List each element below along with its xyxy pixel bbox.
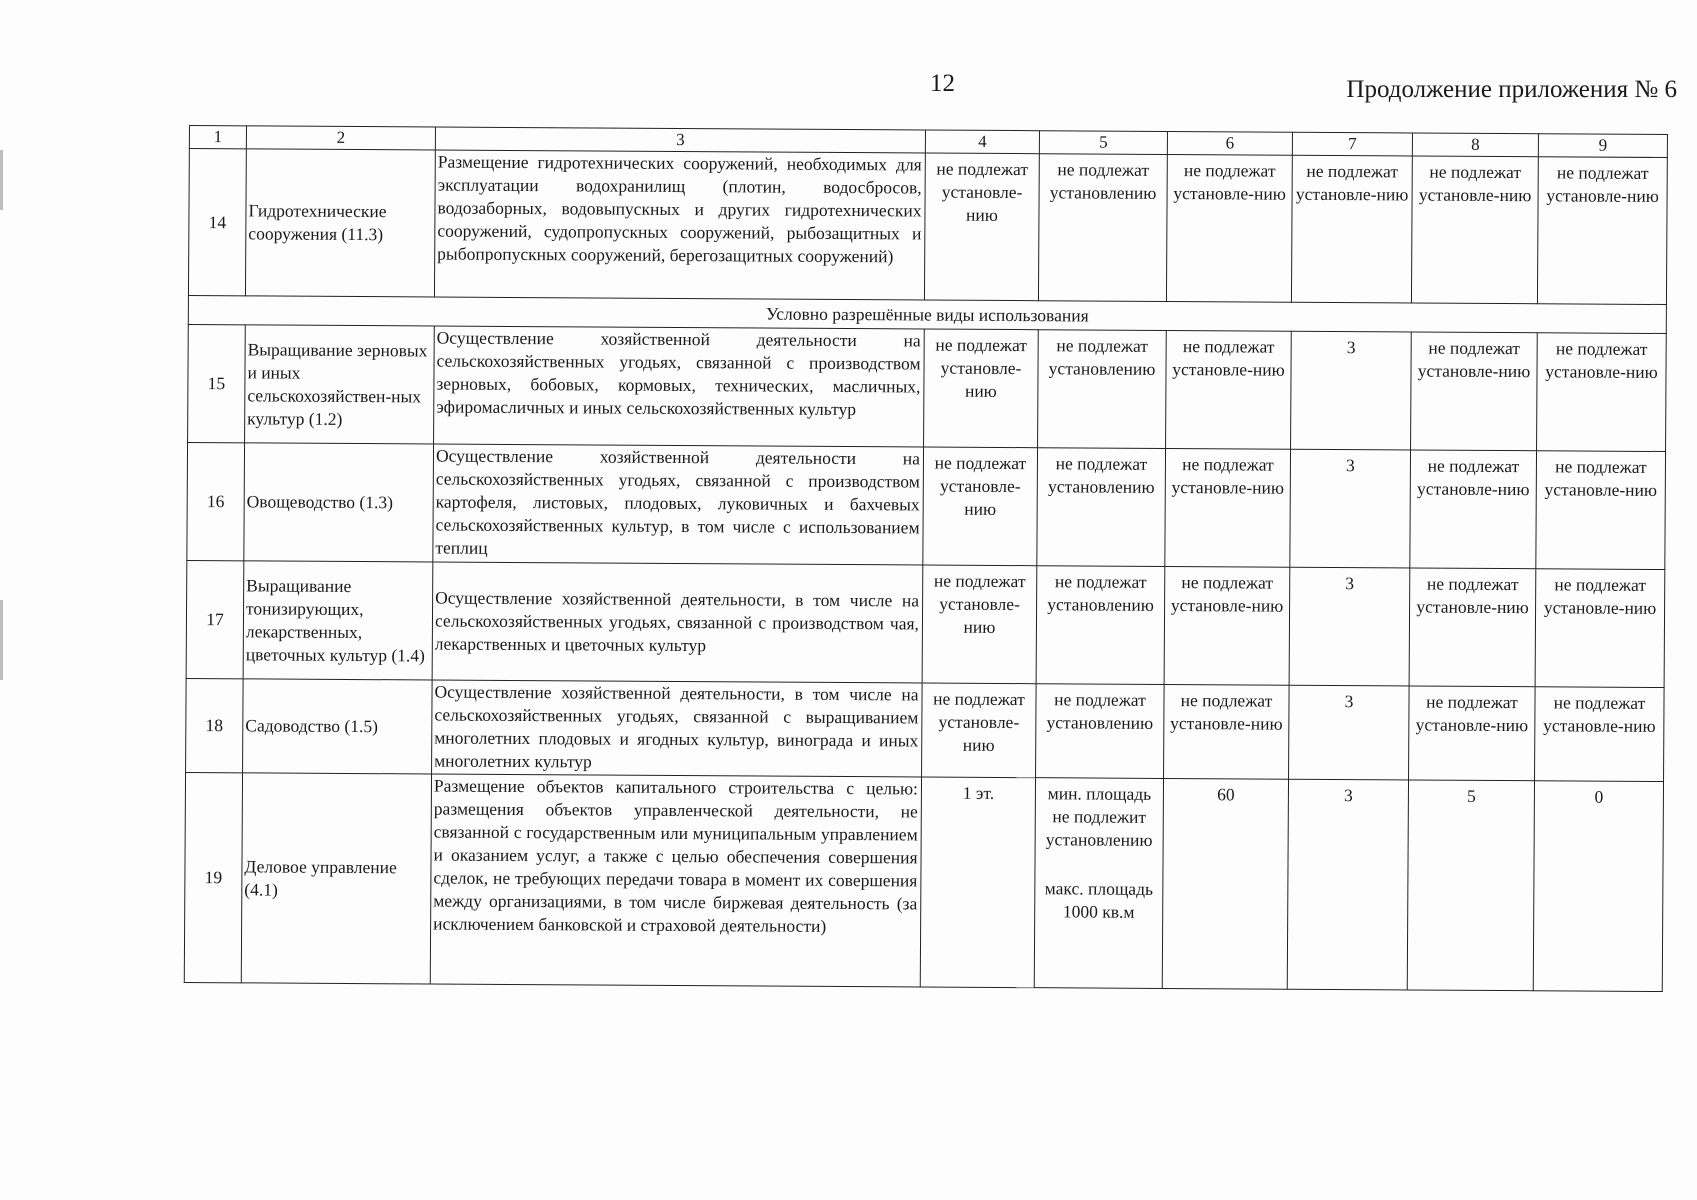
use-type-description: Осуществление хозяйственной деятельности на сельскохозяйственных угодьях, связанной с производством картофеля, листовых, плодовых, луковичных и бахчевых сельскохозяйственных культур, в том числе с использованием теплиц (433, 444, 924, 565)
cell-value: 3 (1289, 685, 1410, 780)
cell-value: не подлежат установле-нию (922, 565, 1037, 684)
column-header: 5 (1039, 131, 1167, 155)
column-header: 2 (246, 126, 435, 150)
cell-value: не подлежат установле-нию (1410, 450, 1537, 569)
max-area-text: макс. площадь 1000 кв.м (1044, 878, 1154, 922)
cell-value: не подлежат установлению (1037, 448, 1166, 567)
cell-value: не подлежат установле-нию (1535, 687, 1665, 782)
column-header: 7 (1292, 132, 1412, 156)
cell-value: 1 эт. (920, 777, 1035, 988)
cell-value: не подлежат установле-нию (1537, 157, 1667, 305)
area-limits-cell (1034, 778, 1163, 989)
regulation-table-wrapper (184, 125, 1667, 992)
use-type-name: Садоводство (1.5) (243, 679, 433, 774)
cell-value: не подлежат установлению (1038, 330, 1167, 449)
row-number: 15 (188, 324, 246, 442)
use-type-description: Осуществление хозяйственной деятельности на сельскохозяйственных угодьях, связанной с производством зерновых, бобовых, кормовых, технических, масличных, эфиромасличных и иных сельскохозяйственных культур (434, 326, 925, 447)
scan-edge-mark (0, 600, 3, 680)
cell-value: не подлежат установле-нию (1409, 568, 1536, 687)
section-title: Условно разрешённые виды использования (188, 295, 1666, 333)
table-row (188, 149, 1667, 305)
table-row (187, 442, 1666, 569)
cell-value: не подлежат установле-нию (924, 153, 1039, 301)
cell-value: 5 (1407, 780, 1534, 991)
cell-value: не подлежат установле-нию (922, 683, 1037, 778)
use-type-description: Осуществление хозяйственной деятельности, в том числе на сельскохозяйственных угодьях, связанной с производством чая, лекарственных и цветочных культур (432, 562, 923, 683)
land-use-regulation-table (184, 125, 1668, 992)
row-number: 19 (184, 772, 242, 982)
row-number: 18 (186, 678, 244, 772)
table-row (188, 324, 1667, 451)
cell-value: 3 (1287, 779, 1408, 990)
cell-value: не подлежат установлению (1036, 566, 1165, 685)
use-type-name: Выращивание тонизирующих, лекарственных, цветочных культур (1.4) (243, 561, 433, 680)
cell-value: не подлежат установле-нию (924, 329, 1039, 448)
cell-value: не подлежат установле-нию (1537, 333, 1667, 452)
cell-value: не подлежат установле-нию (1409, 686, 1536, 781)
cell-value: 3 (1289, 567, 1410, 686)
cell-value: не подлежат установле-нию (1166, 330, 1292, 449)
appendix-continuation-header: Продолжение приложения № 6 (1346, 76, 1677, 103)
cell-value: не подлежат установлению (1038, 154, 1167, 302)
spacer (1038, 851, 1159, 878)
column-header: 1 (189, 126, 246, 149)
table-row (186, 678, 1665, 781)
cell-value: не подлежат установле-нию (1165, 448, 1291, 567)
cell-value: 3 (1290, 449, 1411, 568)
use-type-name: Гидротехнические сооружения (11.3) (245, 149, 435, 297)
cell-value: не подлежат установле-нию (1411, 156, 1538, 304)
column-header: 3 (435, 127, 925, 153)
use-type-name: Овощеводство (1.3) (244, 443, 434, 562)
cell-value: не подлежат установлению (1036, 684, 1165, 779)
table-row (184, 772, 1663, 991)
column-header: 9 (1538, 134, 1667, 158)
use-type-description: Осуществление хозяйственной деятельности, в том числе на сельскохозяйственных угодьях, связанной с выращиванием многолетних плодовых и ягодных культур, винограда и иных многолетних культур (432, 680, 923, 777)
cell-value: 3 (1291, 331, 1412, 450)
page-number: 12 (930, 70, 955, 97)
use-type-description: Размещение объектов капитального строительства с целью: размещения объектов управленческой деятельности, не связанной с государственным или муниципальным управлением и оказанием услуг, а также с целью обеспечения совершения сделок, не требующих передачи товара в момент их совершения между организациями, в том числе биржевая деятельность (за исключением банковской и страховой деятельности) (430, 774, 921, 987)
use-type-name: Выращивание зерновых и иных сельскохозяйствен-ных культур (1.2) (245, 325, 435, 444)
column-header: 6 (1167, 131, 1292, 155)
cell-value: не подлежат установле-нию (1164, 684, 1290, 779)
cell-value: не подлежат установле-нию (1291, 155, 1412, 303)
column-header: 8 (1412, 133, 1538, 157)
row-number: 17 (186, 560, 244, 678)
min-area-text: мин. площадь не подлежит установлению (1045, 783, 1153, 850)
cell-value: не подлежат установле-нию (1411, 332, 1538, 451)
cell-value: не подлежат установле-нию (1164, 566, 1290, 685)
scan-edge-mark (0, 150, 3, 210)
cell-value: не подлежат установле-нию (1536, 451, 1666, 570)
row-number: 14 (188, 149, 246, 296)
row-number: 16 (187, 442, 245, 560)
cell-value: 60 (1162, 778, 1288, 989)
cell-value: не подлежат установле-нию (1166, 154, 1292, 302)
table-row (186, 560, 1665, 687)
cell-value: 0 (1533, 781, 1663, 992)
use-type-name: Деловое управление (4.1) (241, 773, 431, 984)
use-type-description: Размещение гидротехнических сооружений, необходимых для эксплуатации водохранилищ (плотин, водосбросов, водозаборных, водовыпускных и других гидротехнических сооружений, судопропускных сооружений, рыбозащитных и рыбопропускных сооружений, берегозащитных сооружений) (434, 150, 925, 300)
column-header: 4 (925, 130, 1039, 154)
cell-value: не подлежат установле-нию (923, 447, 1038, 566)
cell-value: не подлежат установле-нию (1535, 569, 1665, 688)
